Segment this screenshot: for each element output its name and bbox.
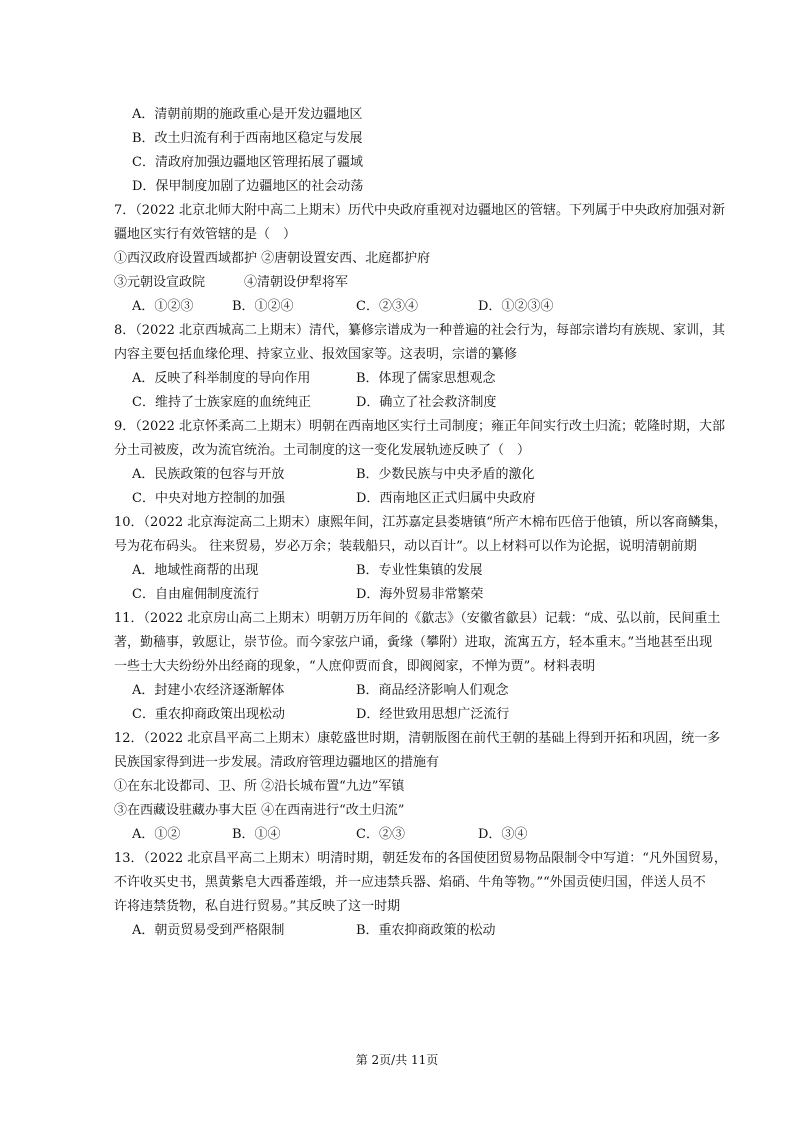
page-footer: 第 2页/共 11页 bbox=[355, 1053, 439, 1067]
q12-option-b: B．①④ bbox=[232, 827, 281, 842]
q9-stem-line: 分土司被废，改为流官统治。土司制度的这一变化发展轨迹反映了（ ） bbox=[114, 443, 531, 458]
q13-stem-line: 许将违禁货物，私自进行贸易。”其反映了这一时期 bbox=[114, 899, 401, 914]
option-c: C．清政府加强边疆地区管理拓展了疆域 bbox=[132, 155, 363, 170]
q13-option-b: B．重农抑商政策的松动 bbox=[356, 923, 496, 938]
q12-stem-line: 民族国家得到进一步发展。清政府管理边疆地区的措施有 bbox=[114, 755, 440, 770]
q7-items-line: ③元朝设宣政院 ④清朝设伊犁将军 bbox=[114, 275, 349, 290]
q10-option-c: C．自由雇佣制度流行 bbox=[132, 587, 259, 602]
q10-option-a: A．地域性商帮的出现 bbox=[132, 563, 259, 578]
q12-items-line: ①在东北设都司、卫、所 ②沿长城布置“九边”军镇 bbox=[114, 779, 405, 794]
q10-option-d: D．海外贸易非常繁荣 bbox=[356, 587, 484, 602]
q12-items-line: ③在西藏设驻藏办事大臣 ④在西南进行“改土归流” bbox=[114, 803, 405, 818]
option-d: D．保甲制度加剧了边疆地区的社会动荡 bbox=[132, 179, 364, 194]
q8-stem-line: 8．（2022 北京西城高二上期末）清代，纂修宗谱成为一种普遍的社会行为，每部宗谱均有族规、家训，其 bbox=[114, 323, 725, 338]
q9-option-b: B．少数民族与中央矛盾的激化 bbox=[356, 467, 535, 482]
q7-stem-line: 7．（2022 北京北师大附中高二上期末）历代中央政府重视对边疆地区的管辖。下列属于中央政府加强对新 bbox=[114, 203, 725, 218]
q12-option-a: A．①② bbox=[132, 827, 181, 842]
q7-items-line: ①西汉政府设置西域都护 ②唐朝设置安西、北庭都护府 bbox=[114, 251, 431, 266]
q9-stem-line: 9．（2022 北京怀柔高二上期末）明朝在西南地区实行土司制度；雍正年间实行改土归流；乾隆时期，大部 bbox=[114, 419, 725, 434]
q11-option-c: C．重农抑商政策出现松动 bbox=[132, 707, 285, 722]
q13-stem-line: 13．（2022 北京昌平高二上期末）明清时期，朝廷发布的各国使团贸易物品限制令中写道：“凡外国贸易， bbox=[114, 851, 727, 866]
q8-option-a: A．反映了科举制度的导向作用 bbox=[132, 371, 311, 386]
q13-option-a: A．朝贡贸易受到严格限制 bbox=[132, 923, 285, 938]
q7-option-c: C．②③④ bbox=[356, 299, 418, 314]
q11-stem-line: 一些士大夫纷纷外出经商的现象，“人庶仰贾而食，即阀阅家，不惮为贾”。材料表明 bbox=[114, 659, 596, 674]
q7-option-a: A．①②③ bbox=[132, 299, 194, 314]
q8-stem-line: 内容主要包括血缘伦理、持家立业、报效国家等。这表明，宗谱的纂修 bbox=[114, 347, 518, 362]
q12-stem-line: 12．（2022 北京昌平高二上期末）康乾盛世时期，清朝版图在前代王朝的基础上得到开拓和巩固，统一多 bbox=[114, 731, 721, 746]
q9-option-c: C．中央对地方控制的加强 bbox=[132, 491, 285, 506]
q8-option-b: B．体现了儒家思想观念 bbox=[356, 371, 496, 386]
q9-option-a: A．民族政策的包容与开放 bbox=[132, 467, 285, 482]
q7-option-d: D．①②③④ bbox=[478, 299, 554, 314]
q7-stem-line: 疆地区实行有效管辖的是（ ） bbox=[114, 227, 297, 242]
q11-option-b: B．商品经济影响人们观念 bbox=[356, 683, 509, 698]
q11-option-a: A．封建小农经济逐渐解体 bbox=[132, 683, 285, 698]
option-b: B．改土归流有利于西南地区稳定与发展 bbox=[132, 131, 363, 146]
option-a: A．清朝前期的施政重心是开发边疆地区 bbox=[132, 107, 363, 122]
q10-option-b: B．专业性集镇的发展 bbox=[356, 563, 483, 578]
q7-option-b: B．①②④ bbox=[232, 299, 294, 314]
q8-option-d: D．确立了社会救济制度 bbox=[356, 395, 497, 410]
q10-stem-line: 号为花布码头。 往来贸易，岁必万余；装载船只，动以百计”。以上材料可以作为论据，说明清朝前期 bbox=[114, 539, 697, 554]
q10-stem-line: 10．（2022 北京海淀高二上期末）康熙年间，江苏嘉定县娄塘镇“所产木棉布匹倍于他镇，所以客商鳞集， bbox=[114, 515, 727, 530]
q13-stem-line: 不许收买史书，黑黄紫皂大西番莲缎，并一应违禁兵器、焰硝、牛角等物。”“外国贡使归国，伴送人员不 bbox=[114, 875, 706, 890]
q11-option-d: D．经世致用思想广泛流行 bbox=[356, 707, 510, 722]
q12-option-d: D．③④ bbox=[478, 827, 528, 842]
q12-option-c: C．②③ bbox=[356, 827, 405, 842]
q8-option-c: C．维持了士族家庭的血统纯正 bbox=[132, 395, 311, 410]
q11-stem-line: 11．（2022 北京房山高二上期末）明朝万历年间的《歙志》（安徽省歙县）记载：“成、弘以前，民间重土 bbox=[114, 611, 721, 626]
q11-stem-line: 著，勤穑事，敦愿让，崇节俭。而今家弦户诵，夤缘（攀附）进取，流寓五方，轻本重末。”当地甚至出现 bbox=[114, 635, 713, 650]
q9-option-d: D．西南地区正式归属中央政府 bbox=[356, 491, 536, 506]
